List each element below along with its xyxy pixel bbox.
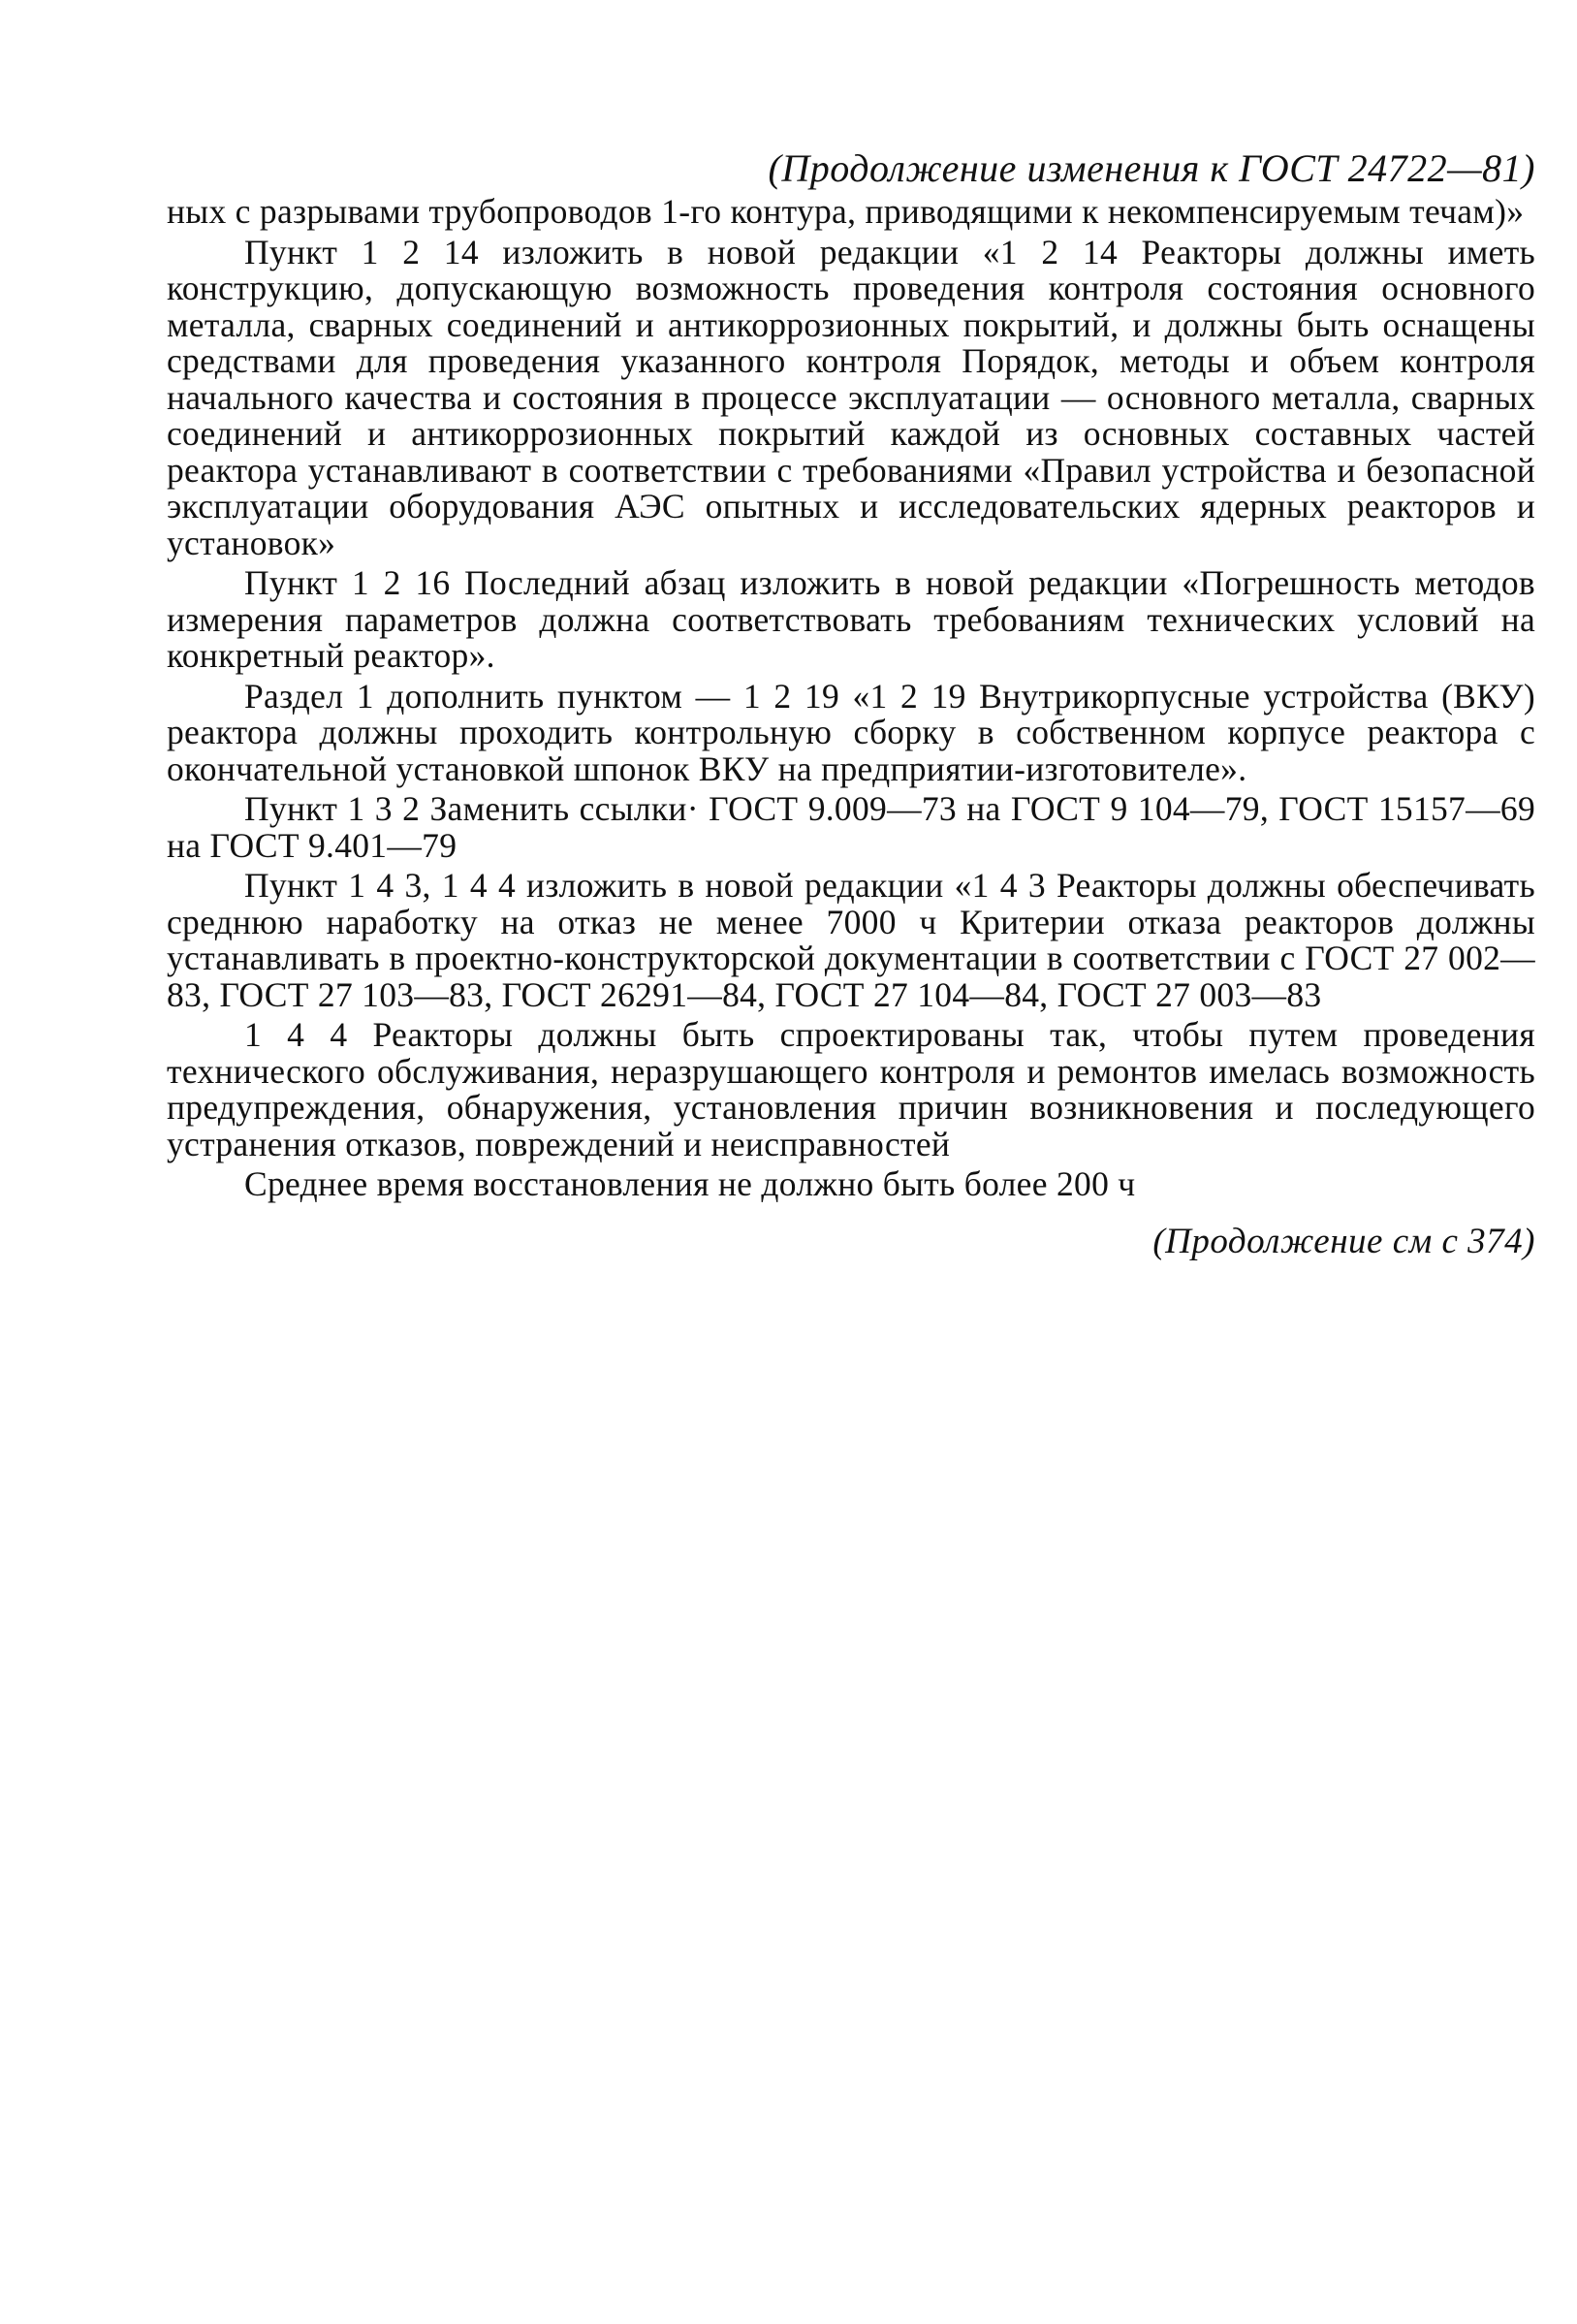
paragraph-item-1-4-4: 1 4 4 Реакторы должны быть спроектированы так, чтобы путем проведения технического обслуживания, неразрушающего контроля и ремонтов имелась возможность предупреждения, обнаружения, установления причин возникновения и последующего устранения отказов, повреждений и неисправностей bbox=[167, 1015, 1535, 1163]
paragraph-item-1-2-14: Пункт 1 2 14 изложить в новой редакции «1 2 14 Реакторы должны иметь конструкцию, допускающую возможность проведения контроля состояния основного металла, сварных соединений и антикоррозионных покрытий, и должны быть оснащены средствами для проведения указанного контроля Порядок, методы и объем контроля начального качества и состояния в процессе эксплуатации — основного металла, сварных соединений и антикоррозионных покрытий каждой из основных составных частей реактора устанавливают в соответствии с требованиями «Правил устройства и безопасной эксплуатации оборудования АЭС опытных и исследовательских ядерных реакторов и установок» bbox=[167, 232, 1535, 562]
paragraph-item-1-2-19: Раздел 1 дополнить пунктом — 1 2 19 «1 2 19 Внутрикорпусные устройства (ВКУ) реактора должны проходить контрольную сборку в собственном корпусе реактора с окончательной установкой шпонок ВКУ на предприятии-изготовителе». bbox=[167, 676, 1535, 788]
document-body bbox=[167, 194, 1535, 1203]
continuation-header: (Продолжение изменения к ГОСТ 24722—81) bbox=[768, 146, 1535, 190]
paragraph-item-1-3-2: Пункт 1 3 2 Заменить ссылки· ГОСТ 9.009—73 на ГОСТ 9 104—79, ГОСТ 15157—69 на ГОСТ 9.401—79 bbox=[167, 789, 1535, 865]
continuation-footer: (Продолжение см с 374) bbox=[1152, 1221, 1535, 1261]
paragraph-item-1-2-16: Пункт 1 2 16 Последний абзац изложить в новой редакции «Погрешность методов измерения параметров должна соответствовать требованиям технических условий на конкретный реактор». bbox=[167, 563, 1535, 675]
paragraph-recovery-time: Среднее время восстановления не должно быть более 200 ч bbox=[244, 1164, 1136, 1203]
paragraph-item-1-4-3: Пункт 1 4 3, 1 4 4 изложить в новой редакции «1 4 3 Реакторы должны обеспечивать среднюю наработку на отказ не менее 7000 ч Критерии отказа реакторов должны устанавливать в проектно-конструкторской документации в соответствии с ГОСТ 27 002—83, ГОСТ 27 103—83, ГОСТ 26291—84, ГОСТ 27 104—84, ГОСТ 27 003—83 bbox=[167, 866, 1535, 1014]
paragraph-continuation: ных с разрывами трубопроводов 1-го контура, приводящими к некомпенсируемым течам)» bbox=[167, 192, 1525, 231]
document-page bbox=[167, 145, 1535, 1263]
